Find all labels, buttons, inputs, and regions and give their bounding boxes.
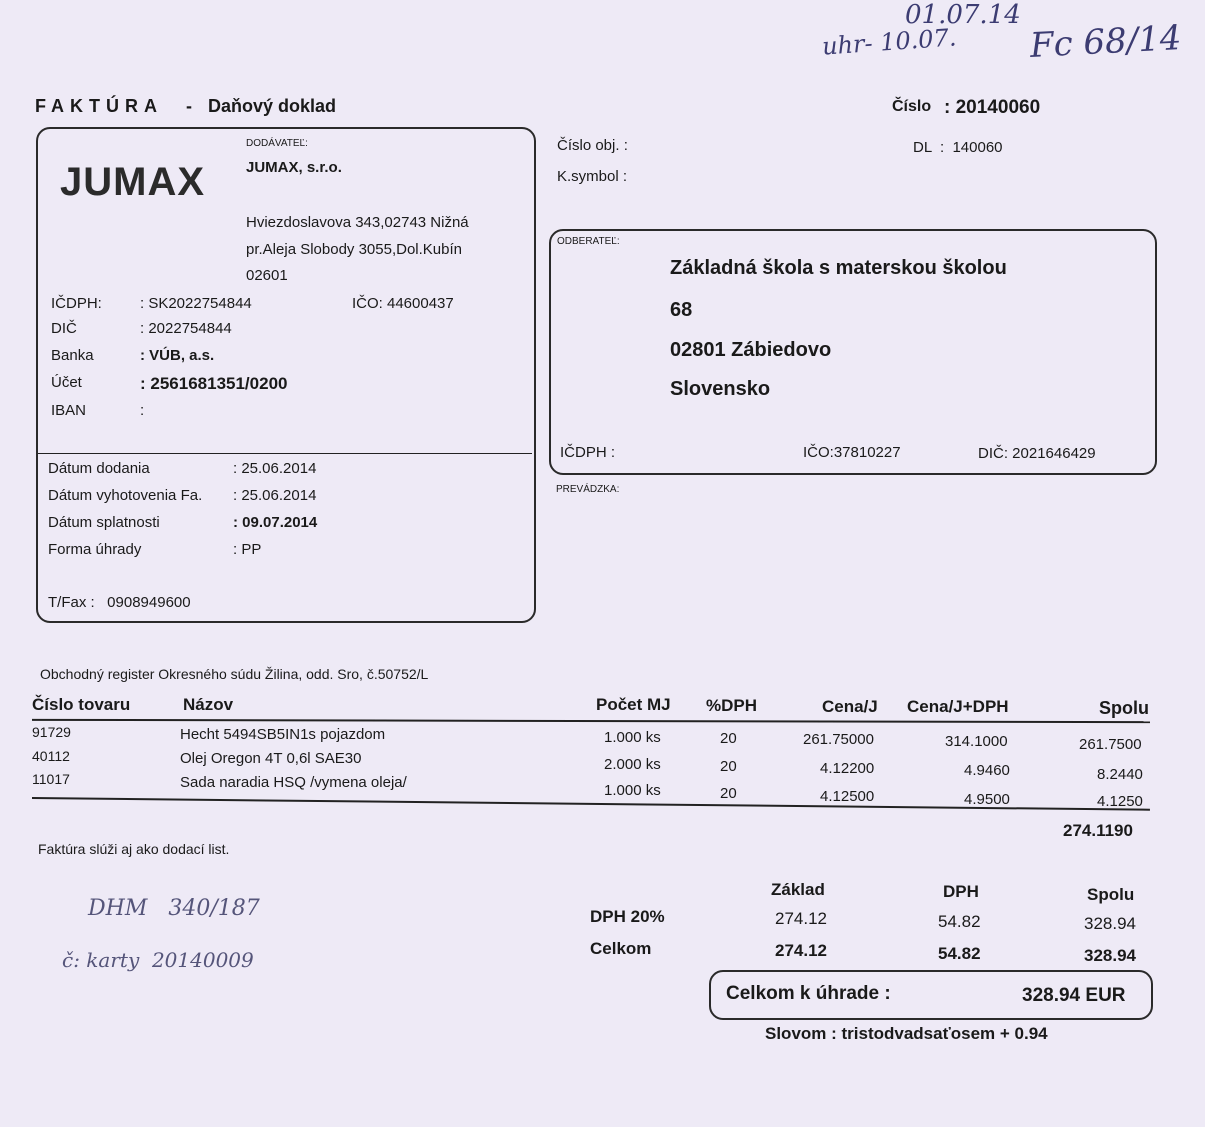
item-total: 4.1250 bbox=[1097, 793, 1143, 810]
col-header-unit-price: Cena/J bbox=[822, 697, 878, 716]
handwritten-date: 01.07.14 bbox=[905, 0, 1021, 30]
amount-due-label: Celkom k úhrade : bbox=[726, 983, 891, 1004]
supplier-iban-label: IBAN bbox=[51, 402, 87, 419]
handwritten-paid-note: uhr- 10.07. bbox=[821, 23, 958, 61]
summary-vat20-base: 274.12 bbox=[775, 909, 827, 928]
summary-total-total: 328.94 bbox=[1084, 946, 1136, 965]
item-code: 40112 bbox=[32, 748, 70, 764]
supplier-ico: IČO: 44600437 bbox=[352, 295, 454, 312]
payment-method-label: Forma úhrady bbox=[48, 541, 142, 558]
constant-symbol-label: K.symbol : bbox=[557, 168, 628, 185]
supplier-account-value: : 2561681351/0200 bbox=[140, 374, 288, 393]
payment-method-value: : PP bbox=[233, 541, 262, 558]
supplier-account-label: Účet bbox=[51, 374, 82, 391]
summary-vat20-label: DPH 20% bbox=[590, 907, 665, 926]
summary-vat20-vat: 54.82 bbox=[938, 912, 981, 931]
item-unit-price-vat: 4.9460 bbox=[964, 762, 1010, 779]
summary-total-label: Celkom bbox=[590, 939, 652, 958]
col-header-code: Číslo tovaru bbox=[32, 695, 131, 714]
col-header-vat: %DPH bbox=[706, 696, 758, 715]
supplier-icdph-value: : SK2022754844 bbox=[140, 295, 252, 312]
col-header-qty: Počet MJ bbox=[596, 695, 671, 714]
item-code: 11017 bbox=[32, 771, 70, 787]
summary-total-vat: 54.82 bbox=[938, 944, 981, 963]
customer-label: ODBERATEĽ: bbox=[557, 236, 620, 247]
title-dash: - bbox=[186, 96, 192, 116]
due-date-label: Dátum splatnosti bbox=[48, 514, 160, 531]
handwritten-reference: Fc 68/14 bbox=[1029, 18, 1183, 66]
delivery-note-remark: Faktúra slúži aj ako dodací list. bbox=[38, 841, 230, 857]
summary-header-base: Základ bbox=[771, 880, 825, 899]
delivery-date-value: : 25.06.2014 bbox=[233, 460, 317, 477]
handwritten-card-note: č: karty 20140009 bbox=[62, 948, 254, 972]
amount-in-words: Slovom : tristodvadsaťosem + 0.94 bbox=[765, 1024, 1048, 1043]
item-vat: 20 bbox=[720, 730, 737, 747]
supplier-address-3: 02601 bbox=[246, 267, 288, 284]
due-date-value: : 09.07.2014 bbox=[233, 514, 318, 531]
customer-address-1: 68 bbox=[670, 299, 693, 321]
summary-header-vat: DPH bbox=[943, 882, 979, 901]
col-header-total: Spolu bbox=[1099, 698, 1149, 718]
supplier-dic-value: : 2022754844 bbox=[140, 320, 232, 337]
supplier-name: JUMAX, s.r.o. bbox=[246, 159, 342, 176]
company-register: Obchodný register Okresného súdu Žilina, odd. Sro, č.50752/L bbox=[40, 666, 429, 682]
col-header-unit-price-vat: Cena/J+DPH bbox=[907, 697, 1009, 716]
item-code: 91729 bbox=[32, 724, 71, 740]
item-vat: 20 bbox=[720, 758, 737, 775]
item-total: 261.7500 bbox=[1079, 736, 1142, 753]
customer-icdph: IČDPH : bbox=[560, 444, 616, 461]
item-unit-price: 261.75000 bbox=[803, 731, 874, 748]
handwritten-asset-note: DHM 340/187 bbox=[88, 896, 260, 921]
summary-header-total: Spolu bbox=[1087, 885, 1135, 904]
supplier-label: DODÁVATEĽ: bbox=[246, 138, 308, 149]
amount-due-value: 328.94 EUR bbox=[1022, 985, 1126, 1006]
summary-vat20-total: 328.94 bbox=[1084, 914, 1136, 933]
issue-date-label: Dátum vyhotovenia Fa. bbox=[48, 487, 203, 504]
issue-date-value: : 25.06.2014 bbox=[233, 487, 317, 504]
supplier-dic-label: DIČ bbox=[51, 320, 77, 337]
customer-address-2: 02801 Zábiedovo bbox=[670, 339, 832, 361]
order-number-label: Číslo obj. : bbox=[557, 137, 628, 154]
invoice-number: : 20140060 bbox=[944, 97, 1041, 118]
customer-ico: IČO:37810227 bbox=[803, 444, 901, 461]
supplier-address-2: pr.Aleja Slobody 3055,Dol.Kubín bbox=[246, 241, 462, 258]
supplier-bank-label: Banka bbox=[51, 347, 94, 364]
customer-dic: DIČ: 2021646429 bbox=[978, 445, 1096, 462]
premises-label: PREVÁDZKA: bbox=[556, 484, 620, 495]
company-logo: JUMAX bbox=[60, 160, 206, 204]
item-name: Olej Oregon 4T 0,6l SAE30 bbox=[180, 750, 362, 767]
item-vat: 20 bbox=[720, 785, 737, 802]
document-subtitle: Daňový doklad bbox=[208, 96, 337, 116]
item-qty: 1.000 ks bbox=[604, 729, 661, 746]
supplier-bank-value: : VÚB, a.s. bbox=[140, 347, 215, 364]
customer-name: Základná škola s materskou školou bbox=[670, 257, 1007, 279]
supplier-icdph-label: IČDPH: bbox=[51, 295, 102, 312]
item-unit-price-vat: 4.9500 bbox=[964, 791, 1010, 808]
item-qty: 2.000 ks bbox=[604, 756, 661, 773]
item-qty: 1.000 ks bbox=[604, 782, 661, 799]
table-row bbox=[0, 724, 1205, 753]
col-header-name: Názov bbox=[183, 695, 234, 714]
item-unit-price-vat: 314.1000 bbox=[945, 733, 1008, 750]
item-unit-price: 4.12500 bbox=[820, 788, 875, 805]
item-unit-price: 4.12200 bbox=[820, 760, 875, 777]
summary-total-base: 274.12 bbox=[775, 941, 827, 960]
table-header-rule bbox=[32, 719, 1150, 723]
invoice-number-label: Číslo bbox=[892, 98, 932, 115]
delivery-note-number: DL : 140060 bbox=[913, 139, 1003, 156]
items-grand-total: 274.1190 bbox=[1063, 821, 1133, 840]
table-row bbox=[0, 771, 1205, 810]
item-total: 8.2440 bbox=[1097, 766, 1143, 783]
supplier-iban-value: : bbox=[140, 402, 145, 419]
document-title: FAKTÚRA bbox=[35, 96, 163, 116]
item-name: Hecht 5494SB5IN1s pojazdom bbox=[180, 726, 386, 743]
item-name: Sada naradia HSQ /vymena oleja/ bbox=[180, 774, 407, 791]
delivery-date-label: Dátum dodania bbox=[48, 460, 150, 477]
supplier-address-1: Hviezdoslavova 343,02743 Nižná bbox=[246, 214, 469, 231]
customer-country: Slovensko bbox=[670, 378, 771, 400]
supplier-phone: T/Fax : 0908949600 bbox=[48, 594, 191, 611]
supplier-divider bbox=[38, 453, 532, 454]
